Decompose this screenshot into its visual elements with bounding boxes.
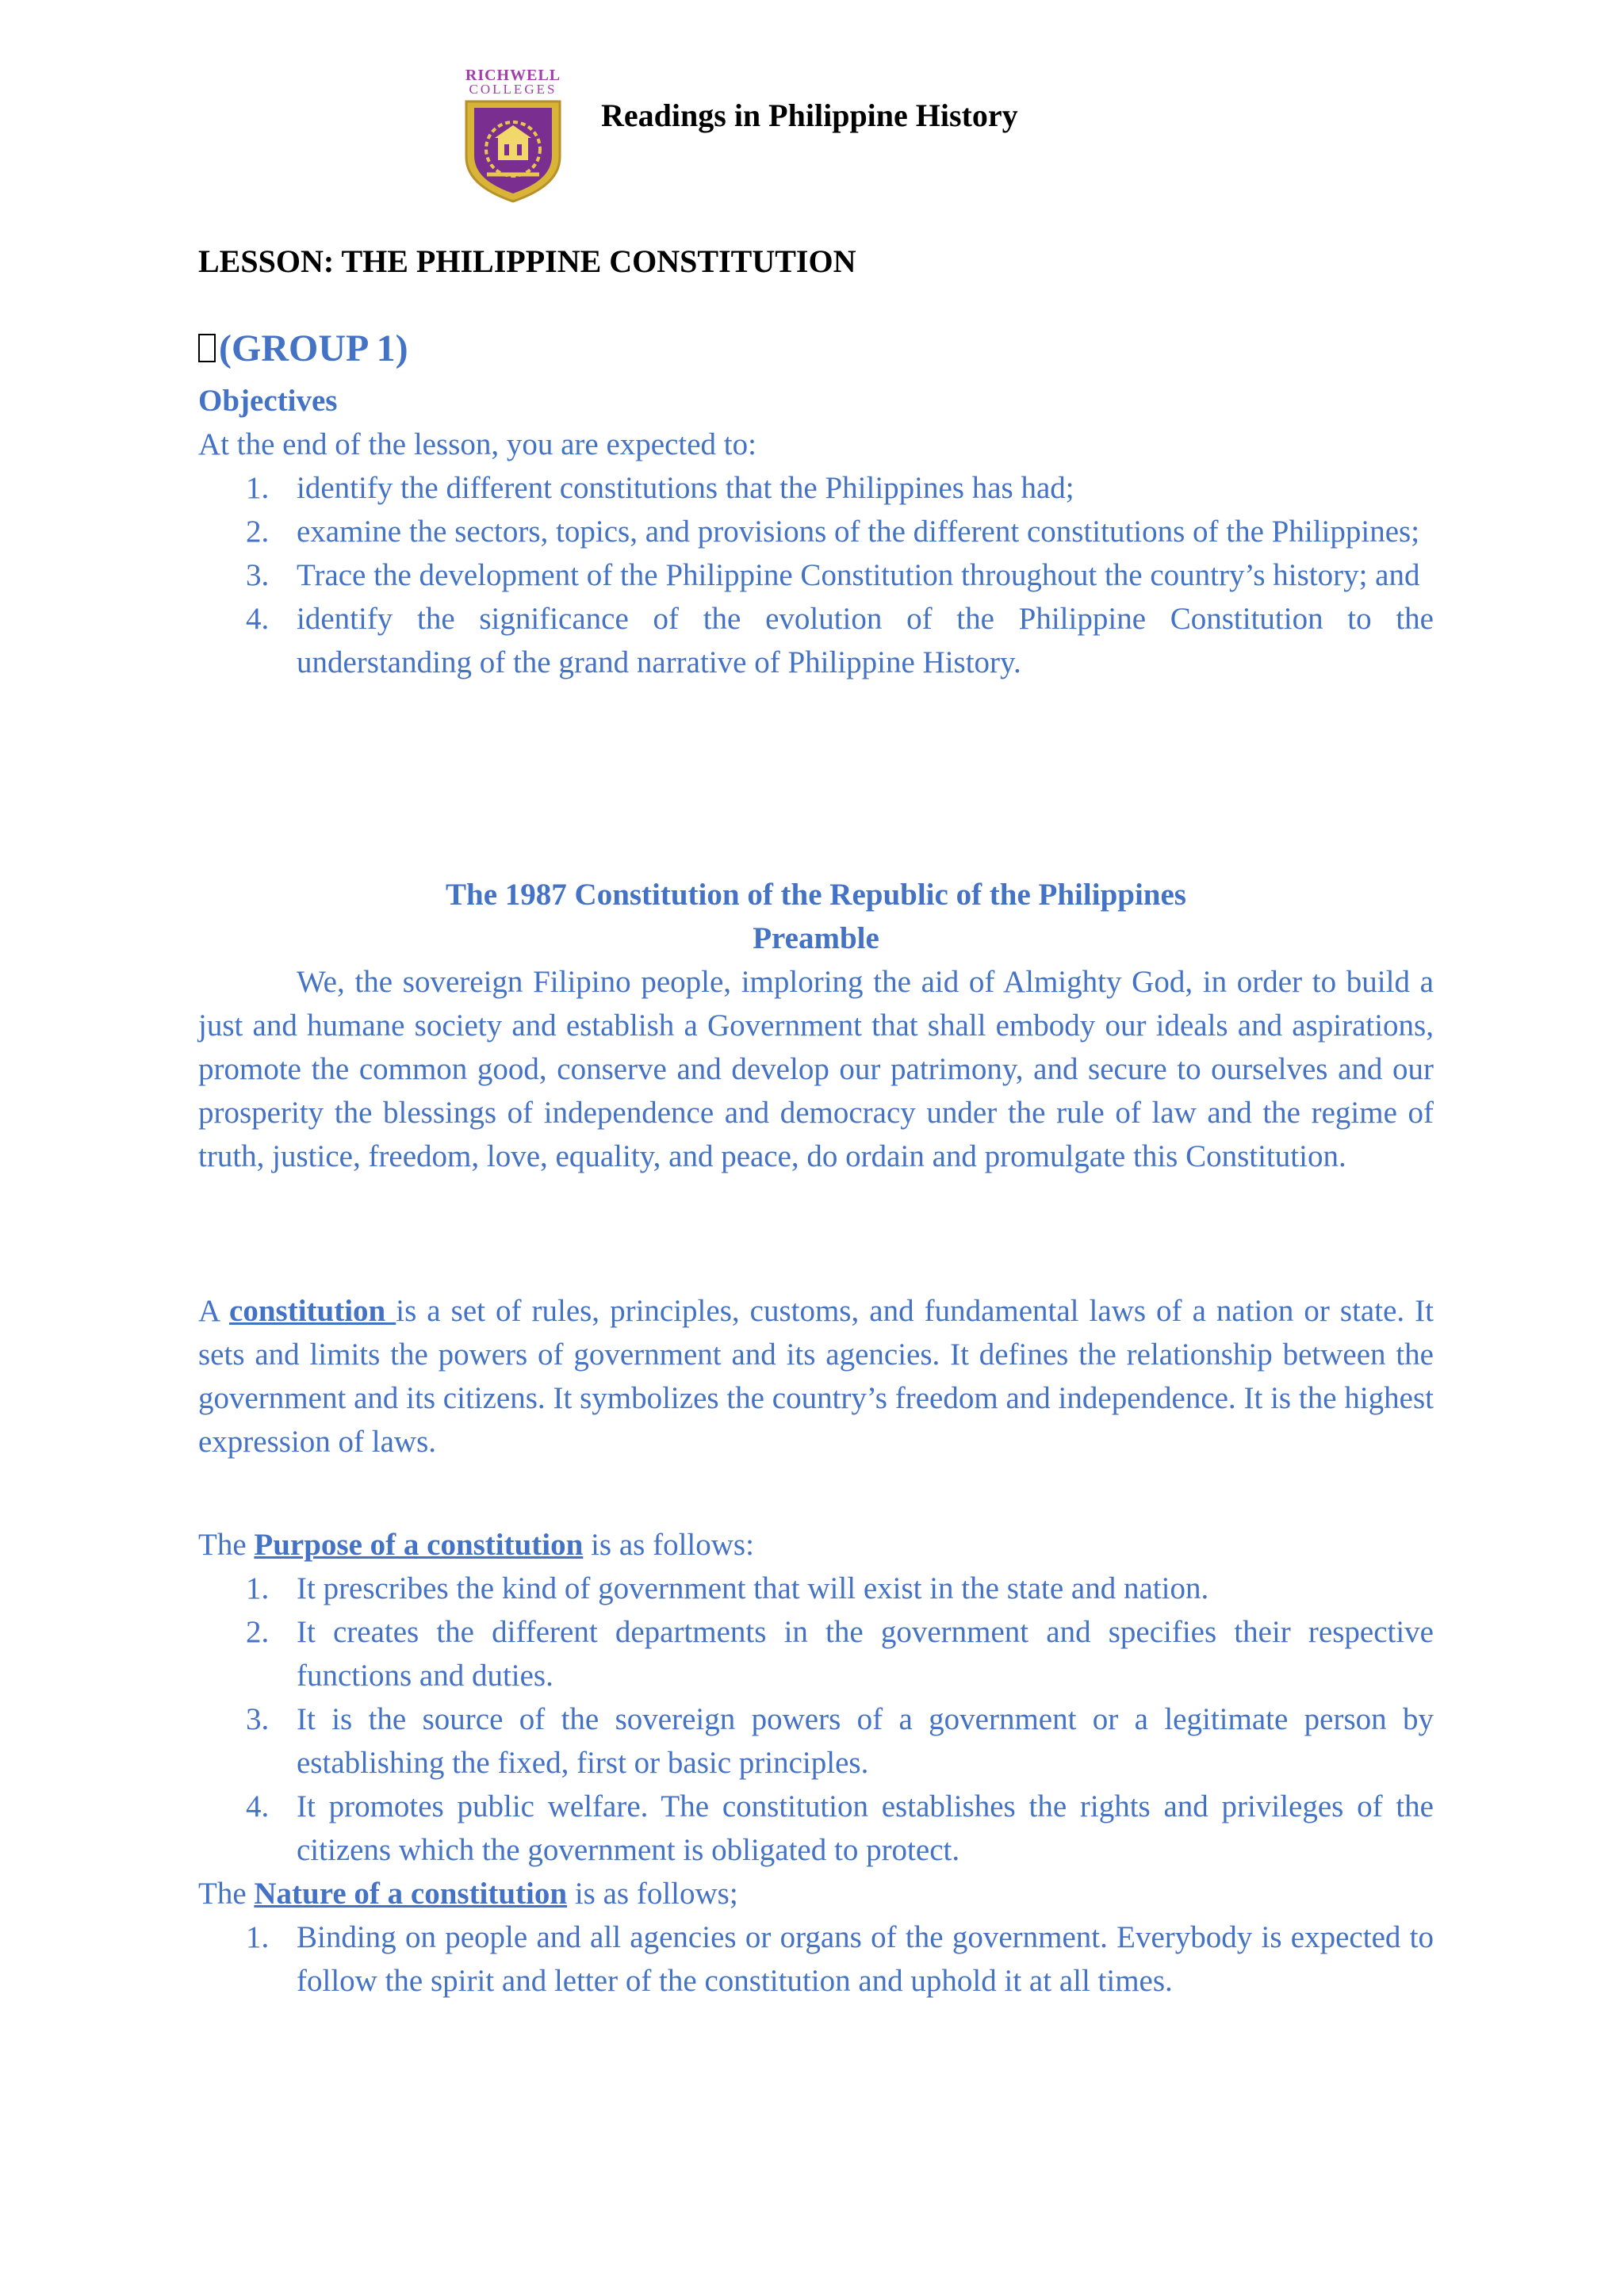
missing-glyph-icon [198, 334, 216, 362]
list-number: 1. [246, 1571, 270, 1605]
list-number: 3. [246, 558, 270, 592]
preamble-subtitle: Preamble [753, 921, 879, 955]
college-logo [462, 67, 565, 206]
list-item-text: identify the different constitutions that the Philippines has had; [297, 471, 1074, 505]
list-item [198, 1610, 1434, 1697]
list-item [198, 1567, 1434, 1610]
list-item [198, 466, 1434, 510]
list-item-text: It creates the different departments in the government and specifies their respective functions and duties. [297, 1615, 1434, 1693]
definition-paragraph [198, 1289, 1434, 1464]
list-item-text: It prescribes the kind of government that will exist in the state and nation. [297, 1571, 1209, 1605]
list-item-text: Trace the development of the Philippine Constitution throughout the country’s history; and [297, 558, 1420, 592]
list-item-text: identify the significance of the evolution of the Philippine Constitution to the understanding of the grand narrative of Philippine History. [297, 602, 1434, 679]
list-number: 2. [246, 1615, 270, 1649]
nature-prefix: The [198, 1877, 255, 1911]
list-item [198, 597, 1434, 684]
objectives-intro: At the end of the lesson, you are expected to: [198, 427, 756, 461]
objectives-section [198, 379, 1434, 684]
preamble-title: The 1987 Constitution of the Republic of the Philippines [446, 878, 1186, 912]
nature-term: Nature of a constitution [254, 1877, 568, 1911]
list-item-text: examine the sectors, topics, and provisions of the different constitutions of the Philippines; [297, 515, 1420, 549]
objectives-heading: Objectives [198, 384, 338, 418]
list-item [198, 1915, 1434, 2003]
preamble-section [198, 873, 1434, 1178]
group-heading [198, 327, 408, 370]
list-item [198, 1697, 1434, 1785]
list-number: 4. [246, 1789, 270, 1823]
list-item [198, 510, 1434, 553]
purpose-section [198, 1523, 1434, 2003]
definition-prefix: A [198, 1294, 230, 1328]
list-item [198, 1785, 1434, 1872]
list-item-text: It is the source of the sovereign powers of a government or a legitimate person by establishing the fixed, first or basic principles. [297, 1702, 1434, 1780]
nature-list [198, 1915, 1434, 2003]
list-item [198, 553, 1434, 597]
logo-wordmark-bottom: COLLEGES [469, 82, 557, 97]
purpose-suffix: is as follows: [583, 1528, 754, 1562]
purpose-term: Purpose of a constitution [254, 1528, 584, 1562]
nature-intro [198, 1872, 1434, 1915]
purpose-list [198, 1567, 1434, 1872]
crest-shield-icon [463, 98, 563, 203]
list-number: 1. [246, 1920, 270, 1954]
course-title: Readings in Philippine History [601, 98, 1018, 133]
nature-suffix: is as follows; [567, 1877, 738, 1911]
objectives-list [198, 466, 1434, 684]
definition-text: is a set of rules, principles, customs, and fundamental laws of a nation or state. It sets and limits the powers of government and its agencies. It defines the relationship between the government and its citizens. It symbolizes the country’s freedom and independence. It is the highest expression of laws. [198, 1294, 1434, 1459]
preamble-text: We, the sovereign Filipino people, imploring the aid of Almighty God, in order to build a just and humane society and establish a Government that shall embody our ideals and aspirations, promote the common good, conserve and develop our patrimony, and secure to ourselves and our prosperity the blessings of independence and democracy under the rule of law and the regime of truth, justice, freedom, love, equality, and peace, do ordain and promulgate this Constitution. [198, 965, 1434, 1173]
list-number: 1. [246, 471, 270, 505]
list-number: 4. [246, 602, 270, 636]
list-item-text: It promotes public welfare. The constitution establishes the rights and privileges of the citizens which the government is obligated to protect. [297, 1789, 1434, 1867]
definition-term: constitution [229, 1294, 396, 1328]
lesson-title: LESSON: THE PHILIPPINE CONSTITUTION [198, 243, 856, 279]
purpose-intro [198, 1523, 1434, 1567]
list-item-text: Binding on people and all agencies or organs of the government. Everybody is expected to follow the spirit and letter of the constitution and uphold it at all times. [297, 1920, 1434, 1998]
purpose-prefix: The [198, 1528, 255, 1562]
logo-wordmark-top: RICHWELL [465, 67, 561, 84]
group-title-text: (GROUP 1) [219, 327, 408, 369]
list-number: 2. [246, 515, 270, 549]
list-number: 3. [246, 1702, 270, 1736]
